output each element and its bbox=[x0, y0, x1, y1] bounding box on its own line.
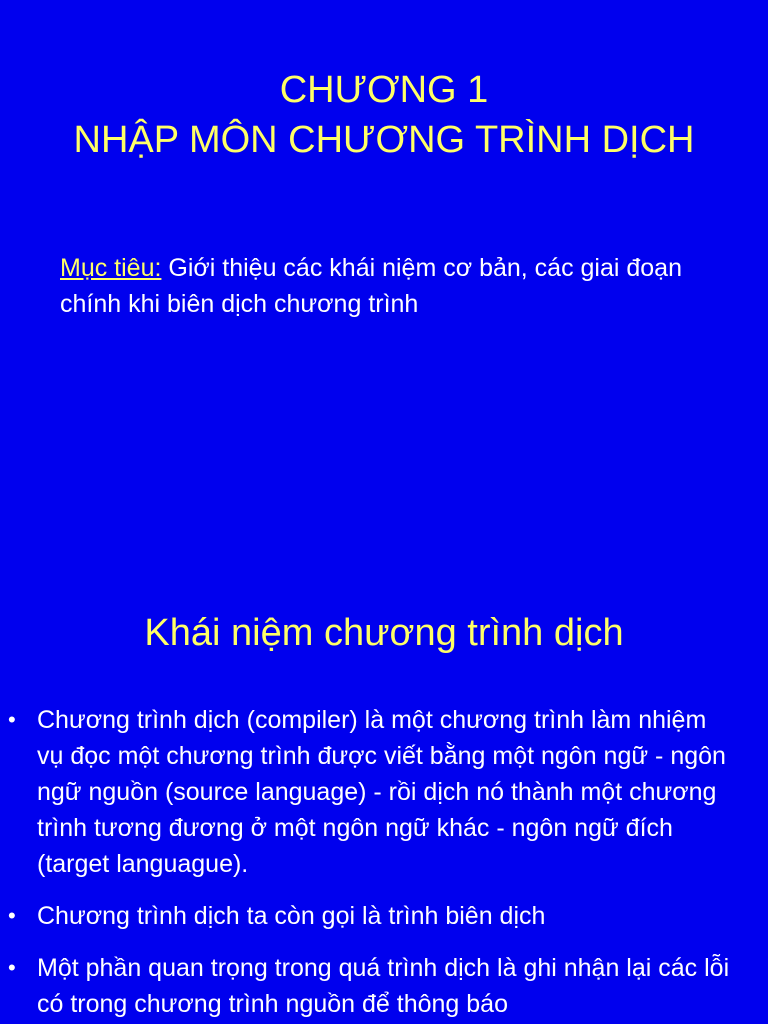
objective-text: Giới thiệu các khái niệm cơ bản, các giai đoạn chính khi biên dịch chương trình bbox=[60, 254, 682, 318]
bullet-icon: • bbox=[8, 955, 16, 980]
objective-paragraph bbox=[60, 250, 720, 322]
bullet-text: Một phần quan trọng trong quá trình dịch là ghi nhận lại các lỗi có trong chương trình nguồn để thông báo bbox=[37, 954, 730, 1018]
bullet-list bbox=[0, 702, 768, 1024]
bullet-icon: • bbox=[8, 903, 16, 928]
section-heading: Khái niệm chương trình dịch bbox=[144, 612, 624, 654]
chapter-number: CHƯƠNG 1 bbox=[279, 69, 489, 111]
bullet-item bbox=[0, 950, 768, 1022]
objective-label: Mục tiêu: bbox=[60, 254, 162, 282]
bullet-text: Chương trình dịch (compiler) là một chương trình làm nhiệm vụ đọc một chương trình được viết bằng một ngôn ngữ - ngôn ngữ nguồn (source language) - rồi dịch nó thành một chương trình tương đương ở một ngôn ngữ khác - ngôn ngữ đích (target languague). bbox=[37, 706, 726, 878]
chapter-title: NHẬP MÔN CHƯƠNG TRÌNH DỊCH bbox=[73, 119, 695, 161]
bullet-text: Chương trình dịch ta còn gọi là trình biên dịch bbox=[37, 902, 546, 930]
bullet-item bbox=[0, 702, 768, 882]
slide-concept bbox=[0, 560, 768, 1024]
bullet-item bbox=[0, 898, 768, 934]
bullet-icon: • bbox=[8, 707, 16, 732]
